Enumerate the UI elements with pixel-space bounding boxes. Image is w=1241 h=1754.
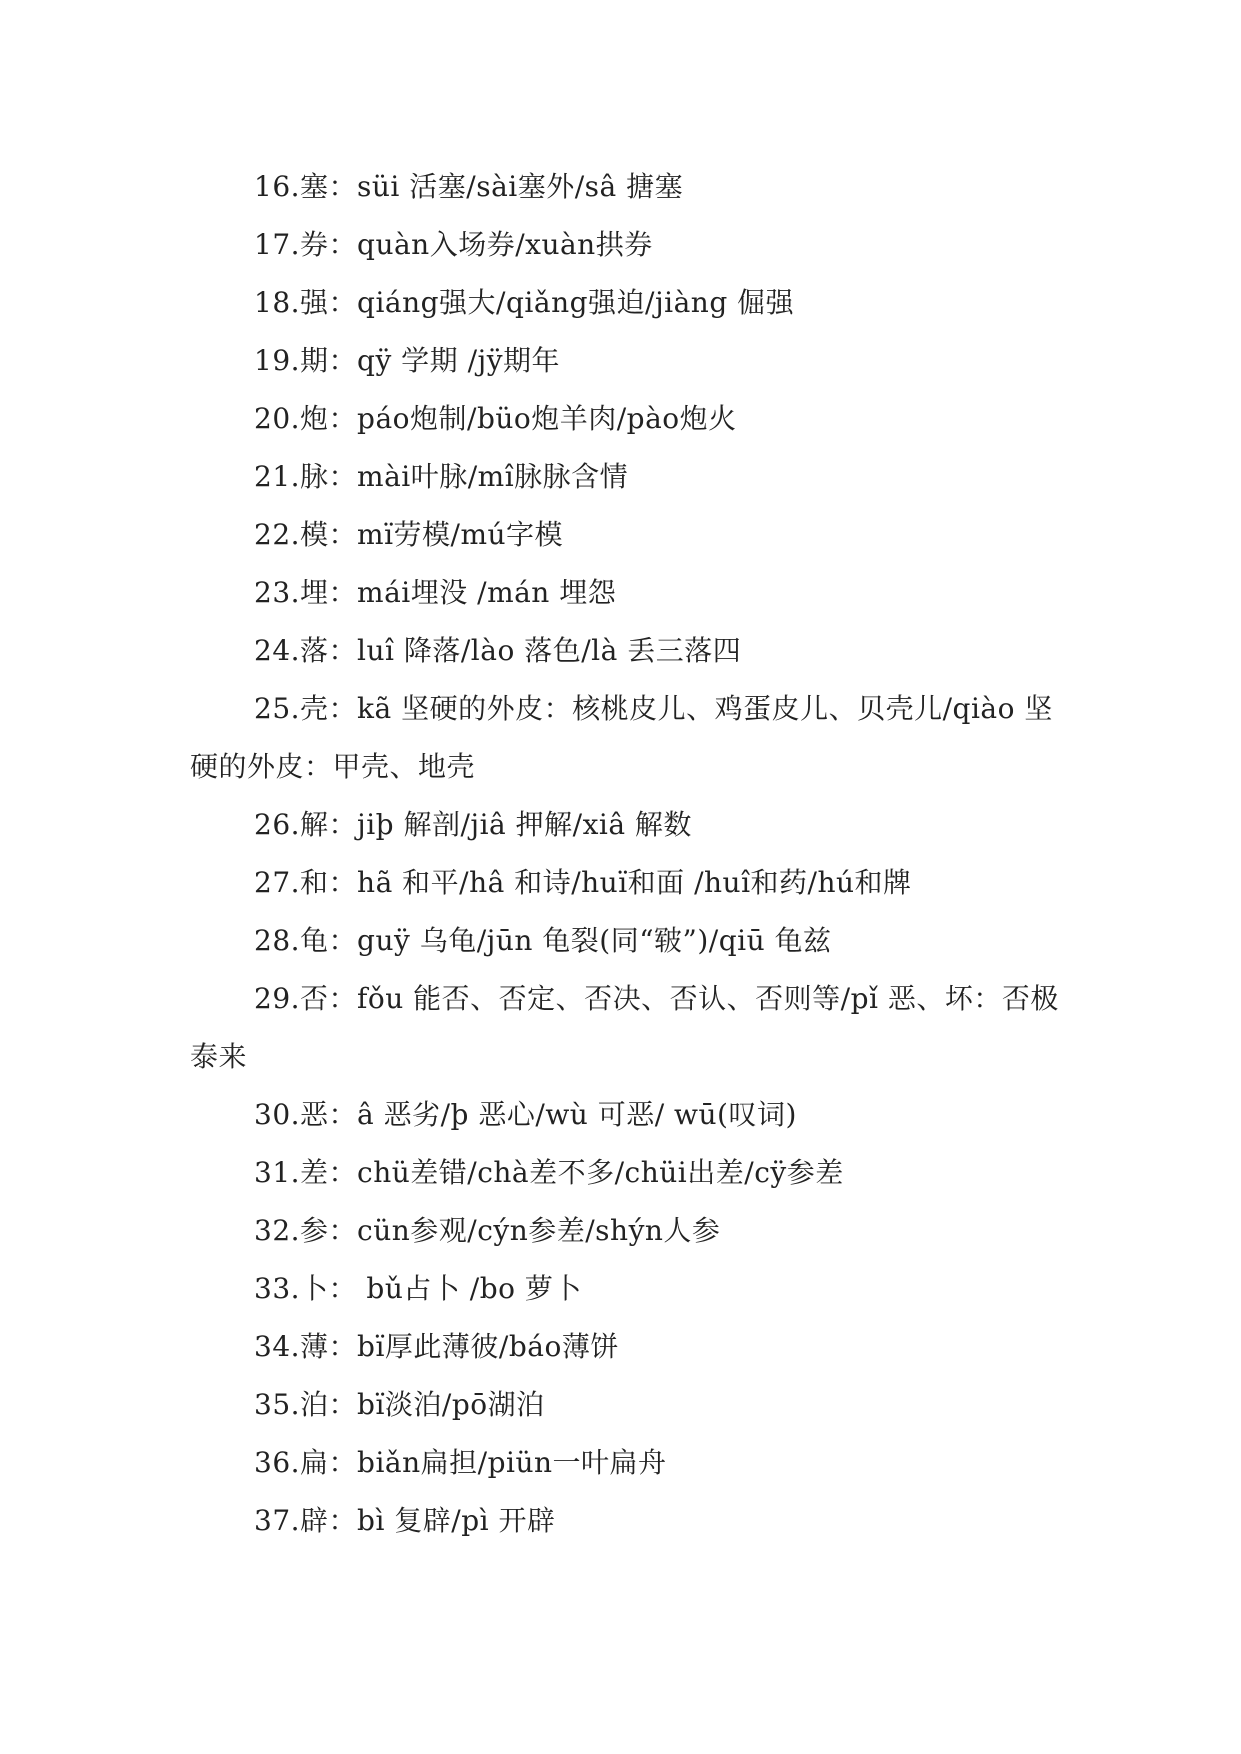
list-item: 22.模：mï劳模/mú字模 bbox=[254, 518, 564, 551]
entry-list bbox=[190, 158, 1070, 1550]
list-item: 27.和：hã 和平/hâ 和诗/huï和面 /huî和药/hú和牌 bbox=[254, 866, 912, 899]
list-item: 29.否：fǒu 能否、否定、否决、否认、否则等/pǐ 恶、坏：否极泰来 bbox=[190, 982, 1059, 1073]
list-item: 26.解：jiþ 解剖/jiâ 押解/xiâ 解数 bbox=[254, 808, 692, 841]
list-item: 36.扁：biǎn扁担/piün一叶扁舟 bbox=[254, 1446, 667, 1479]
list-item: 23.埋：mái埋没 /mán 埋怨 bbox=[254, 576, 617, 609]
list-item: 37.辟：bì 复辟/pì 开辟 bbox=[254, 1504, 556, 1537]
list-item: 17.券：quàn入场券/xuàn拱券 bbox=[254, 228, 653, 261]
list-item: 18.强：qiáng强大/qiǎng强迫/jiàng 倔强 bbox=[254, 286, 795, 319]
list-item: 34.薄：bï厚此薄彼/báo薄饼 bbox=[254, 1330, 619, 1363]
list-item: 20.炮：páo炮制/büo炮羊肉/pào炮火 bbox=[254, 402, 737, 435]
list-item: 35.泊：bï淡泊/pō湖泊 bbox=[254, 1388, 545, 1421]
list-item: 25.壳：kã 坚硬的外皮：核桃皮儿、鸡蛋皮儿、贝壳儿/qiào 坚硬的外皮：甲壳、地壳 bbox=[190, 692, 1053, 783]
list-item: 16.塞：süi 活塞/sài塞外/sâ 搪塞 bbox=[254, 170, 684, 203]
list-item: 24.落：luî 降落/lào 落色/là 丢三落四 bbox=[254, 634, 742, 667]
list-item: 31.差：chü差错/chà差不多/chüi出差/cÿ参差 bbox=[254, 1156, 844, 1189]
list-item: 32.参：cün参观/cýn参差/shýn人参 bbox=[254, 1214, 721, 1247]
list-item: 28.龟：guÿ 乌龟/jūn 龟裂(同“皲”)/qiū 龟兹 bbox=[254, 924, 832, 957]
list-item: 21.脉：mài叶脉/mî脉脉含情 bbox=[254, 460, 629, 493]
list-item: 19.期：qÿ 学期 /jÿ期年 bbox=[254, 344, 561, 377]
list-item: 30.恶：â 恶劣/þ 恶心/wù 可恶/ wū(叹词) bbox=[254, 1098, 797, 1131]
list-item: 33.卜： bǔ占卜 /bo 萝卜 bbox=[254, 1272, 582, 1305]
